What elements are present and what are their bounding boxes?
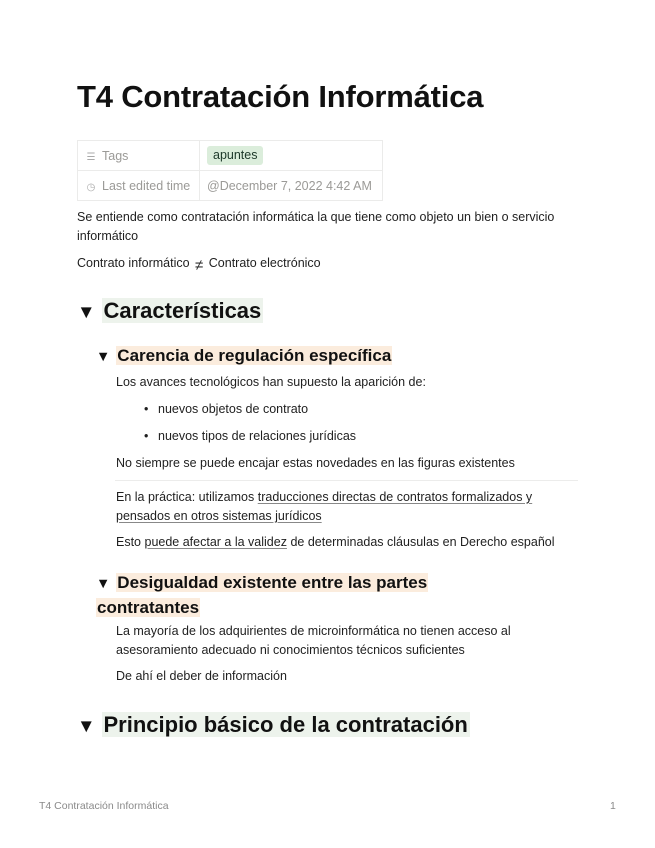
heading-text: Carencia de regulación específica — [117, 346, 392, 365]
subsection-heading-carencia[interactable] — [96, 344, 392, 369]
practice-paragraph — [116, 488, 586, 526]
page-title: T4 Contratación Informática — [77, 79, 484, 114]
toggle-triangle-icon[interactable]: ▼ — [77, 715, 96, 736]
subsection-heading-desigualdad[interactable] — [96, 571, 516, 619]
property-key-label: Tags — [102, 148, 129, 163]
property-key — [78, 141, 200, 171]
definition-paragraph: Se entiende como contratación informática la que tiene como objeto un bien o servicio informático — [77, 210, 555, 243]
property-row-last-edited — [78, 171, 383, 201]
heading-text: Principio básico de la contratación — [103, 712, 468, 737]
paragraph-line: asesoramiento adecuado ni conocimientos técnicos suficientes — [116, 643, 465, 657]
not-equal-symbol: ≠ — [195, 257, 204, 274]
effect-prefix: Esto — [116, 535, 145, 549]
comparison-paragraph — [77, 253, 321, 273]
toggle-triangle-icon[interactable]: ▼ — [96, 576, 111, 592]
toggle-triangle-icon[interactable]: ▼ — [96, 349, 111, 365]
effect-underlined-text: puede afectar a la validez — [144, 535, 287, 549]
practice-underlined-text: traducciones directas de contratos formalizados y — [257, 490, 533, 504]
property-key-label: Last edited time — [102, 178, 191, 193]
practice-underlined-text: pensados en otros sistemas jurídicos — [116, 509, 322, 523]
property-row-tags — [78, 141, 383, 171]
list-item: • nuevos tipos de relaciones jurídicas — [136, 427, 356, 454]
divider — [115, 480, 578, 481]
effect-paragraph — [116, 533, 555, 552]
heading-text: contratantes — [97, 598, 200, 617]
property-value — [200, 141, 383, 171]
comparison-left: Contrato informático — [77, 256, 190, 270]
properties-table — [77, 140, 383, 201]
property-key — [78, 171, 200, 201]
heading-text: Características — [103, 298, 262, 323]
desigualdad-paragraph — [116, 622, 511, 660]
list-icon: ☰ — [86, 151, 96, 163]
paragraph-line: La mayoría de los adquirientes de microinformática no tienen acceso al — [116, 624, 511, 638]
page-number: 1 — [610, 800, 616, 812]
list-item: • nuevos objetos de contrato — [136, 400, 356, 427]
tag-badge[interactable]: apuntes — [207, 146, 263, 165]
property-value: @December 7, 2022 4:42 AM — [200, 171, 383, 201]
heading-text: Desigualdad existente entre las partes — [117, 573, 428, 592]
comparison-right: Contrato electrónico — [208, 256, 321, 270]
practice-prefix: En la práctica: utilizamos — [116, 490, 258, 504]
clock-icon: ◷ — [86, 181, 96, 193]
footer-title: T4 Contratación Informática — [39, 800, 169, 812]
desigualdad-conclusion: De ahí el deber de información — [116, 669, 287, 683]
carencia-intro: Los avances tecnológicos han supuesto la aparición de: — [116, 375, 426, 389]
effect-suffix: de determinadas cláusulas en Derecho español — [286, 535, 555, 549]
bullet-list — [136, 400, 356, 454]
carencia-after-bullets: No siempre se puede encajar estas novedades en las figuras existentes — [116, 456, 515, 470]
section-heading-principio[interactable] — [77, 711, 470, 740]
toggle-triangle-icon[interactable]: ▼ — [77, 301, 96, 322]
section-heading-caracteristicas[interactable] — [77, 297, 263, 326]
